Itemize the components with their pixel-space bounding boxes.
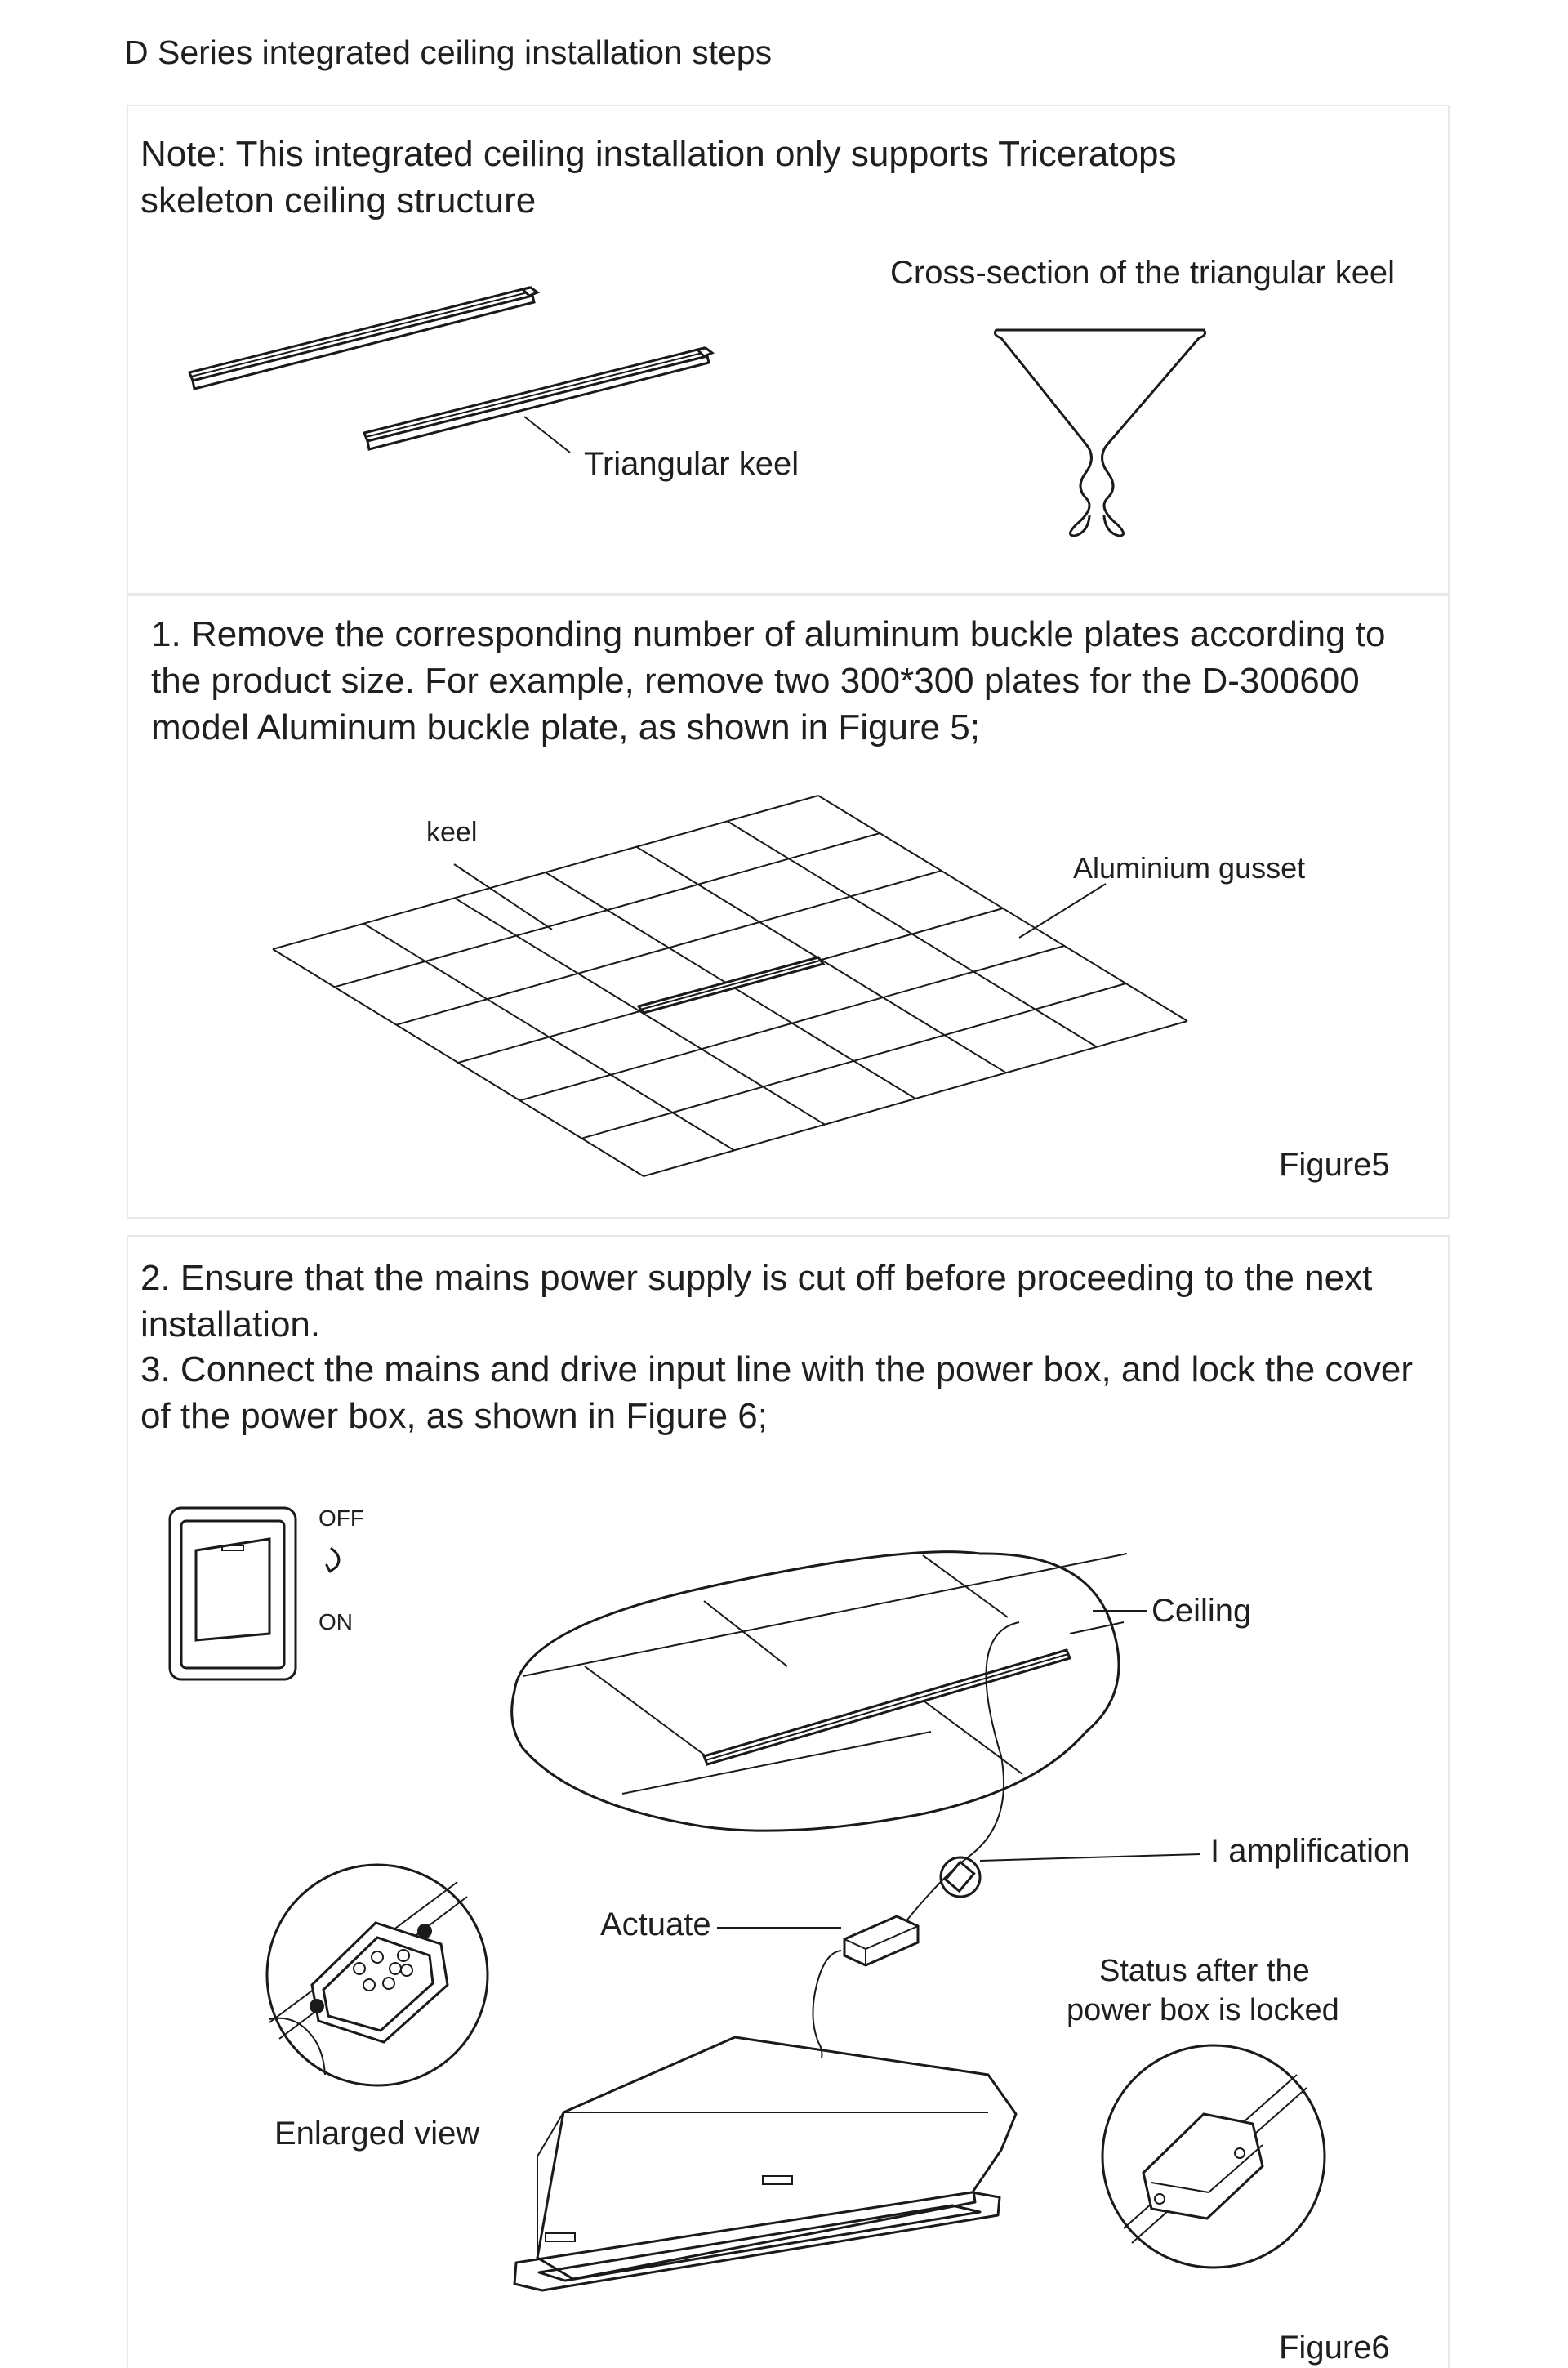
enlarged-view-label: Enlarged view bbox=[274, 2116, 480, 2152]
note-text: Note: This integrated ceiling installation only supports Triceratops skeleton ceiling structure bbox=[140, 134, 1177, 221]
wall-switch-icon bbox=[170, 1508, 339, 1679]
switch-off-label: OFF bbox=[318, 1505, 364, 1531]
ceiling-cutaway bbox=[512, 1552, 1147, 1931]
locked-status-label-line2: power box is locked bbox=[1067, 1993, 1339, 2027]
step2-text: 2. Ensure that the mains power supply is cut off before proceeding to the next installation. bbox=[140, 1258, 1373, 1345]
aluminium-gusset-label: Aluminium gusset bbox=[1073, 851, 1306, 885]
locked-box-circle bbox=[1102, 2045, 1325, 2268]
figure5-label: Figure5 bbox=[1279, 1147, 1390, 1183]
driver-box bbox=[717, 1916, 918, 2058]
step1-text: 1. Remove the corresponding number of aluminum buckle plates according to the product size. For example, remove two 300*300 plates for the D-300600 model Aluminum buckle plate, as shown in Figure 5; bbox=[151, 614, 1386, 747]
amplification-label: I amplification bbox=[1210, 1833, 1410, 1869]
amplification-circle bbox=[941, 1854, 1200, 1897]
step3-text: 3. Connect the mains and drive input line with the power box, and lock the cover of the power box, as shown in Figure 6; bbox=[140, 1349, 1414, 1436]
ceiling-label: Ceiling bbox=[1152, 1593, 1252, 1629]
actuate-label: Actuate bbox=[600, 1906, 711, 1942]
figure6-label: Figure6 bbox=[1279, 2330, 1390, 2366]
switch-on-label: ON bbox=[318, 1609, 353, 1634]
page-title: D Series integrated ceiling installation steps bbox=[124, 33, 773, 71]
keel-label: keel bbox=[426, 817, 478, 848]
triangular-keel-label: Triangular keel bbox=[584, 446, 800, 482]
enlarged-view-circle bbox=[267, 1865, 488, 2085]
panel-light-fixture bbox=[514, 2037, 1016, 2290]
cross-section-label: Cross-section of the triangular keel bbox=[890, 255, 1396, 291]
locked-status-label-line1: Status after the bbox=[1099, 1954, 1310, 1988]
